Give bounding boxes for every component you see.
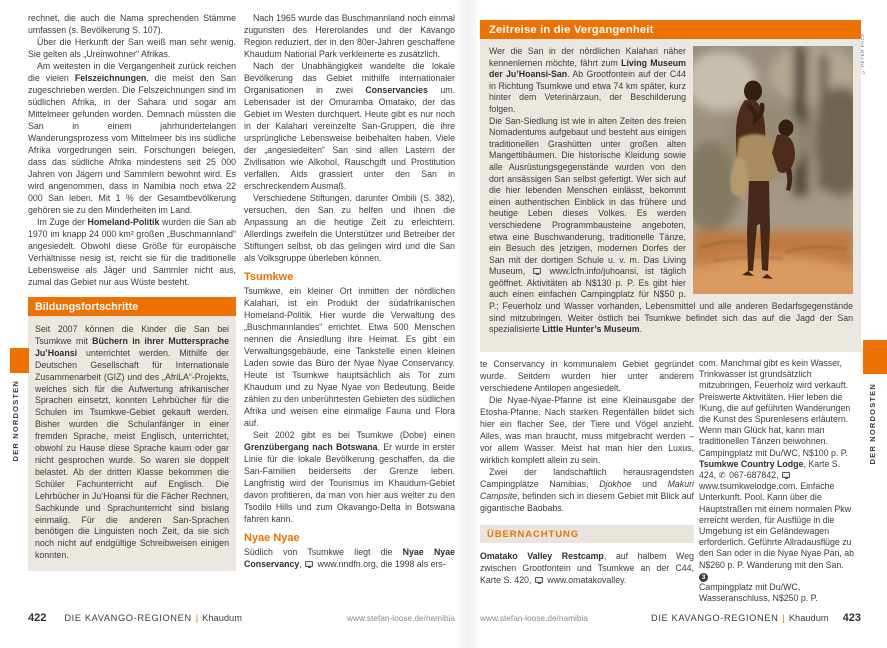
paragraph: Seit 2007 können die Kinder die San bei Tsumkwe mit Büchern in ihrer Muttersprache Ju’Hoansi unterrichtet werden. Mithilfe der Deutschen Gesellschaft für Internationale Zusammenarbeit (GIZ) und des „AfriLA“-Projekts, welches sich für die Aufwertung afrikanischer Sprachen einsetzt, konnten Lehrbücher für die Schulen im Tsumkwe-Gebiet gekauft werden. Bisher wurden die Schulanfänger in einer fremden Sprache, meist Englisch, unterrichtet, obwohl zu Hause diese Sprache kaum oder gar nicht gesprochen wurde. So waren sie doppelt belastet. Ab der dritten Klasse bekommen die Schüler Fachunterricht auf Englisch. Die Lehrbücher in Ju’Hoansi für die Fächer Rechnen, Sachkunde und Sprachunterricht sind bislang einmalig. Für die anderen San-Sprachen benötigen die Linguisten noch Zeit, da sie sich noch nicht auf endgültige Schreibweisen einigen konnten.: [35, 324, 229, 561]
footer-url: www.stefan-loose.de/namibia: [480, 613, 588, 623]
nyae-nyae-paragraphs: [244, 546, 455, 570]
right-page-column-1: [480, 358, 694, 586]
paragraph: Im Zuge der Homeland-Politik wurden die San ab 1970 im knapp 24 000 km² großen „Buschmannland“ angesiedelt. Obwohl diese Größe für europäische Verhältnisse riesig ist, reicht sie für die traditionelle Lebensweise als Jäger und Sammler nicht aus, zumal das Gebiet nur aus Wüste besteht.: [28, 217, 236, 287]
left-footer-group: [28, 612, 242, 624]
footer-separator: |: [782, 613, 785, 623]
monitor-icon: [305, 561, 313, 567]
education-infobox-body: [28, 316, 236, 571]
footer-section-label: DIE KAVANGO-REGIONEN: [64, 613, 192, 623]
left-page-footer: [28, 612, 455, 624]
paragraph: Wer die San in der nördlichen Kalahari näher kennenlernen möchte, fährt zum Living Museum der Ju’Hoansi-San. Ab Grootfontein auf der C44 in Richtung Tsumkwe und etwa 74 km später, kurz hinter dem Veterinärzaun, der Beschilderung folgen.: [489, 46, 686, 114]
page-number-423: 423: [842, 612, 861, 624]
heading-tsumkwe: Tsumkwe: [244, 271, 294, 283]
footer-chapter-label: Khaudum: [202, 613, 242, 623]
right-page-footer: [480, 612, 861, 624]
omatako-restcamp-entry: [480, 550, 694, 586]
paragraph: Nach der Unabhängigkeit wandelte die lokale Bevölkerung das Gebiet mithilfe internationaler Organisationen in zwei Conservancies um. Lebensader ist der Omuramba Omatako, der das Gebiet im Westen durchquert. Heute gibt es nur noch in der Kalahari vereinzelte San-Gruppen, die ihre ursprüngliche Lebensweise beibehalten haben. Viele der „angesiedelten“ San sind allen Lastern der Zivilisation wie Alkohol, Rauschgift und Prostitution verfallen. Aids grassiert unter den San in erschreckendem Ausmaß.: [244, 61, 455, 191]
footer-chapter-label: Khaudum: [788, 613, 829, 623]
section-tab-left: DER NORDOSTEN: [11, 380, 20, 462]
page-number-422: 422: [28, 612, 47, 624]
circled-3-badge: 3: [699, 573, 708, 582]
section-tab-right: DER NORDOSTEN: [868, 383, 877, 465]
footer-section-label: DIE KAVANGO-REGIONEN: [651, 613, 779, 623]
paragraph: Tsumkwe Country Lodge, Karte S. 424, ✆ 067-687842, www.tsumkwelodge.com. Einfache Unterkunft. Pool. Kann über die Hauptstraßen mit einem normalen Pkw erreicht werden, für Ausflüge in die Umgebung ist ein Geländewagen erforderlich. Geführte Allradausflüge zu den San oder in die Nyae Nyae Pan, ab N$260 p. P. Wanderung mit den San. 3: [699, 458, 855, 581]
paragraph: Südlich von Tsumkwe liegt die Nyae Nyae Conservancy, www.nndfn.org, die 1998 als ers-: [244, 547, 455, 569]
paragraph: Omatako Valley Restcamp, auf halbem Weg zwischen Grootfontein und Tsumkwe an der C44, Karte S. 420, www.omatakovalley.: [480, 551, 694, 585]
monitor-icon: [535, 577, 543, 583]
paragraph: Am weitesten in die Vergangenheit zurück reichen die vielen Felszeichnungen, die meist den San zugeschrieben werden. Die Felszeichnungen sind im südlichen Afrika, in der Sahara und sogar am Mittelmeer gefunden worden. Demnach müssten die San in einem jahrhundertelangen Wanderungsprozess vom Mittelmeer bis ins südliche Afrika vorgedrungen sein. Forschungen belegen, dass das südliche Afrika mindestens seit 25 000 Jahren von Jägern und Sammlern bewohnt wird. Es wird angenommen, dass in Namibia noch etwa 22 000 San leben. Mit 1 % der Gesamtbevölkerung gehören sie zu den Minderheiten im Land.: [28, 61, 236, 215]
phone-icon: ✆: [718, 470, 726, 481]
paragraph: Campingplatz mit Du/WC, Wasseranschluss, N$250 p. P.: [699, 582, 818, 604]
monitor-icon: [782, 472, 790, 478]
paragraph: rechnet, die auch die Nama sprechenden Stämme umfassen (s. Bevölkerung S. 107).: [28, 13, 236, 35]
footer-url: www.stefan-loose.de/namibia: [347, 613, 455, 623]
time-travel-infobox-body: [480, 39, 861, 352]
time-travel-infobox-title: Zeitreise in die Vergangenheit: [480, 20, 861, 39]
right-page-column-2: [699, 358, 855, 604]
left-page-column-1: [28, 12, 236, 571]
uebernachtung-header: ÜBERNACHTUNG: [480, 525, 694, 543]
heading-nyae-nyae: Nyae Nyae: [244, 532, 300, 544]
conservancy-paragraphs: [480, 358, 694, 514]
paragraph: Zwei der landschaftlich herausragendsten Campingplätze Namibias, Djokhoe und Makuri Campsite, befinden sich in diesem Gebiet mit Blick auf gigantische Baobabs.: [480, 467, 694, 513]
section-tab-marker-left: [10, 348, 29, 373]
photo-san-mother-and-child: [693, 46, 853, 294]
monitor-icon: [533, 268, 541, 274]
paragraph: Tsumkwe, ein kleiner Ort inmitten der nördlichen Kalahari, ist ein Produkt der südafrikanischen Homeland-Politik. Hier wurde die Verwaltung des „Buschmannlandes“ errichtet. Etwa 500 Menschen nennen die Ansiedlung ihre Heimat. Es gibt ein Verwaltungsgebäude, eine Tankstelle einen kleinen Laden sowie das Büro der Nyae Nyae Conservancy. Heute ist Tsumkwe hauptsächlich als Tor zum Khaudum und zu Nyae Nyae von Bedeutung. Beide zählen zu den unberührtesten Gebieten des südlichen Afrika und weisen eine einmalige Fauna und Flora auf.: [244, 286, 455, 428]
paragraph: Nach 1965 wurde das Buschmannland noch einmal zugunsten des Hererolandes und der Kavango Region reduziert, der in den 80er-Jahren geschaffene Khaudum National Park verkleinerte es zusätzlich.: [244, 13, 455, 59]
paragraph: te Conservancy in kommunalem Gebiet gegründet wurde. Seitdem wurden hier unter anderem verschiedene Antilopen angesiedelt.: [480, 359, 694, 393]
paragraph: com. Manchmal gibt es kein Wasser, Trinkwasser ist grundsätzlich mitzubringen, Feuerholz wird verkauft. Preiswerte Aktivitäten. Hier leben die !Kung, die auf geführten Wanderungen die Kunst des Spurenlesens erläutern. Wenn man Glück hat, kann man traditionellen Tänzen beiwohnen.: [699, 358, 851, 447]
paragraph: Verschiedene Stiftungen, darunter Ombili (S. 382), versuchen, den San zu helfen und ihnen die Anpassung an die heutige Zeit zu erleichtern. Allerdings zweifeln die Unterstützer und Betreiber der Stiftungen selbst, ob das gelingen wird und die San als Volksgruppe überleben können.: [244, 193, 455, 263]
photo-credit-label: © PETER PACK: [861, 33, 866, 75]
paragraph: Campingplatz mit Du/WC, N$100 p. P.: [699, 447, 848, 458]
paragraph: Über die Herkunft der San weiß man sehr wenig. Sie gelten als „Ureinwohner“ Afrikas.: [28, 37, 236, 59]
buschmannland-paragraphs: [244, 12, 455, 264]
page-gutter: [456, 0, 480, 648]
right-footer-group: [651, 612, 861, 624]
education-infobox: [28, 297, 236, 571]
paragraph: Die San-Siedlung ist wie in alten Zeiten des freien Nomadentums aufgebaut und besteht aus einigen traditionellen Grashütten unter großen alten Mangettibäumen. Die historische Kleidung sowie alle Ausrüstungsgegenstände wurden von den dort ansässigen San selbst gefertigt. Wer sich auf die hier lebenden Menschen einlässt, bekommt einen authentischen Einblick in das frühere und heutige Leben dieses Volkes. Es werden verschiedene Programmbausteine angeboten, etwa eine Buschwanderung, traditionelle Tänze, ein Besuch des jetzigen, modernen Dorfes der San mit der dortigen Schule u. v. m. Das Living Museum, www.lcfn.info/juhoansi, ist täglich geöffnet. Aktivitäten ab N$130 p. P. Es gibt hier auch einen einfachen Campingplatz für N$50 p. P.; Feuerholz und Wasser vorhanden, Lebensmittel und alle anderen Bedarfsgegenstände sind mitzubringen. Weiter östlich bei Tsumkwe befindet sich das auf die Jagd der San spezialisierte Little Hunter’s Museum.: [489, 115, 853, 335]
paragraph: Seit 2002 gibt es bei Tsumkwe (Dobe) einen Grenzübergang nach Botswana. Er wurde in erster Linie für die lokale Bevölkerung geschaffen, da die San-Familien beiderseits der Grenze leben. Langfristig wird der Tourismus im Khaudum-Gebiet davon profitieren, da man von hier aus weiter zu den Tsodilo Hills und zum Okavango-Delta in Botswana fahren kann.: [244, 430, 455, 524]
san-history-paragraphs: [28, 12, 236, 288]
time-travel-infobox: [480, 20, 861, 352]
tsumkwe-paragraphs: [244, 285, 455, 525]
footer-separator: |: [195, 613, 199, 623]
section-tab-marker-right: [863, 340, 887, 374]
education-infobox-title: Bildungsfortschritte: [28, 297, 236, 316]
paragraph: Die Nyae-Nyae-Pfanne ist eine Kleinausgabe der Etosha-Pfanne. Nach starken Regenfällen bildet sich hier ein flacher See, der Tiere und Vögel anzieht. Alles, was man braucht, muss mitgebracht werden – vor allem Wasser. Meist hat man hier den Luxus, wirklich komplett allein zu sein.: [480, 395, 694, 465]
left-page-column-2: [244, 12, 455, 570]
